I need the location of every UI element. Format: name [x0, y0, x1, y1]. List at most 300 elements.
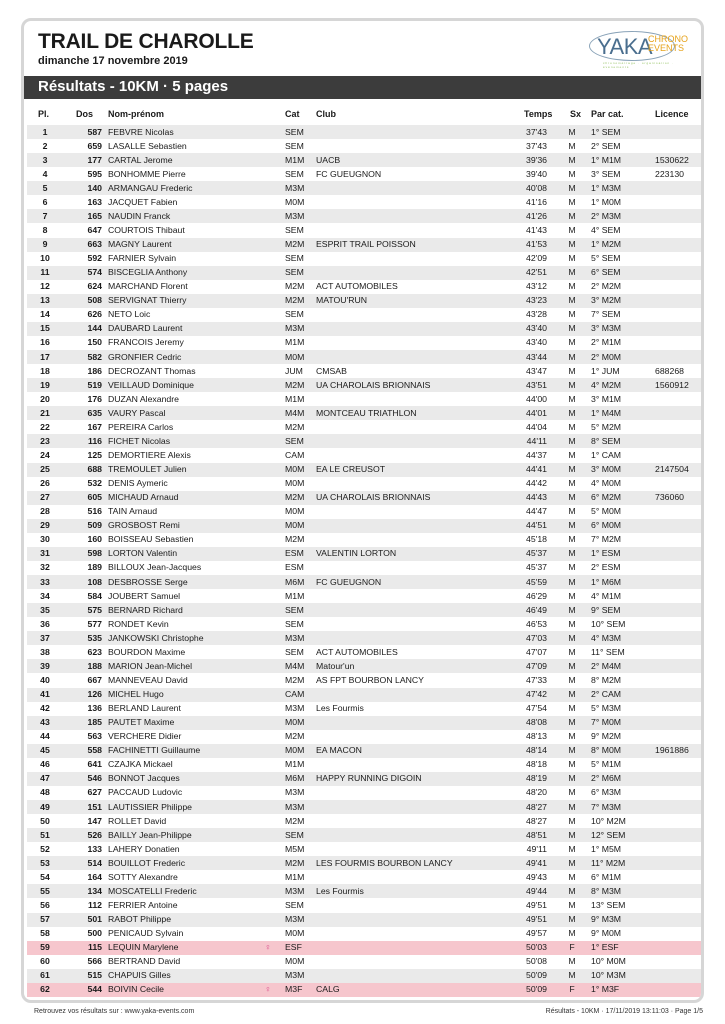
cell-cat-rank: 11° SEM	[591, 646, 625, 657]
cell-licence: 688268	[655, 365, 684, 376]
cell-place: 52	[40, 843, 50, 854]
cell-cat-rank: 5° M0M	[591, 506, 622, 517]
cell-cat-rank: 4° SEM	[591, 224, 621, 235]
cell-time: 44'01	[526, 407, 547, 418]
cell-cat-rank: 2° M1M	[591, 337, 622, 348]
cell-category: M3M	[285, 210, 305, 221]
cell-category: M2M	[285, 295, 305, 306]
table-row	[27, 786, 701, 800]
cell-sex: F	[569, 942, 575, 953]
cell-name: PACCAUD Ludovic	[108, 787, 183, 798]
cell-place: 60	[40, 956, 50, 967]
cell-time: 44'04	[526, 421, 547, 432]
cell-place: 15	[40, 323, 50, 334]
cell-cat-rank: 1° M3F	[591, 984, 620, 995]
cell-time: 48'51	[526, 829, 547, 840]
cell-time: 50'08	[526, 956, 547, 967]
cell-sex: M	[568, 970, 576, 981]
cell-bib: 627	[87, 787, 102, 798]
cell-cat-rank: 5° SEM	[591, 253, 621, 264]
cell-bib: 150	[87, 337, 102, 348]
cell-sex: M	[568, 885, 576, 896]
cell-licence: 223130	[655, 168, 684, 179]
cell-sex: M	[568, 717, 576, 728]
cell-name: TAIN Arnaud	[108, 506, 158, 517]
banner-title: Résultats - 10KM · 5 pages	[38, 78, 229, 95]
cell-category: SEM	[285, 618, 304, 629]
cell-club: AS FPT BOURBON LANCY	[316, 674, 424, 685]
cell-place: 13	[40, 295, 50, 306]
cell-category: M6M	[285, 773, 305, 784]
table-row	[27, 589, 701, 603]
table-row	[27, 322, 701, 336]
cell-time: 43'51	[526, 379, 547, 390]
table-row	[27, 800, 701, 814]
table-row	[27, 336, 701, 350]
table-row	[27, 617, 701, 631]
cell-category: JUM	[285, 365, 303, 376]
cell-name: FARNIER Sylvain	[108, 253, 177, 264]
cell-time: 47'42	[526, 689, 547, 699]
cell-cat-rank: 10° M2M	[591, 815, 626, 826]
cell-cat-rank: 1° M2M	[591, 239, 622, 249]
cell-sex: M	[568, 492, 576, 503]
cell-bib: 575	[87, 604, 102, 615]
cell-sex: M	[568, 295, 576, 306]
cell-bib: 126	[87, 689, 102, 699]
cell-time: 40'08	[526, 182, 547, 193]
header-nom: Nom-prénom	[108, 109, 164, 119]
cell-bib: 514	[87, 857, 102, 868]
cell-sex: M	[568, 801, 576, 812]
cell-bib: 189	[87, 562, 102, 573]
cell-category: M3M	[285, 182, 305, 193]
cell-time: 49'43	[526, 871, 547, 882]
cell-cat-rank: 2° M6M	[591, 773, 622, 784]
cell-place: 33	[40, 576, 50, 587]
table-row	[27, 913, 701, 927]
cell-time: 47'09	[526, 660, 547, 671]
cell-sex: M	[568, 773, 576, 784]
cell-sex: M	[568, 815, 576, 826]
cell-place: 48	[40, 787, 50, 798]
cell-place: 29	[40, 520, 50, 531]
cell-sex: F	[569, 984, 575, 995]
cell-place: 31	[40, 548, 50, 559]
cell-category: M3M	[285, 914, 305, 924]
cell-time: 44'37	[526, 449, 547, 460]
cell-bib: 635	[87, 407, 102, 418]
cell-cat-rank: 2° ESM	[591, 562, 621, 573]
cell-time: 45'37	[526, 548, 547, 559]
cell-cat-rank: 10° SEM	[591, 618, 626, 629]
cell-time: 48'18	[526, 759, 547, 770]
cell-bib: 136	[87, 703, 102, 714]
table-row	[27, 378, 701, 392]
cell-cat-rank: 2° M2M	[591, 281, 622, 292]
cell-cat-rank: 12° SEM	[591, 829, 626, 840]
cell-sex: M	[568, 435, 576, 446]
table-row	[27, 209, 701, 223]
cell-bib: 667	[87, 674, 102, 685]
cell-sex: M	[568, 196, 576, 207]
cell-cat-rank: 1° ESM	[591, 548, 621, 559]
cell-bib: 532	[87, 478, 102, 489]
cell-cat-rank: 1° M5M	[591, 843, 622, 854]
cell-club: Les Fourmis	[316, 703, 364, 714]
cell-place: 8	[42, 224, 48, 235]
cell-category: SEM	[285, 267, 304, 278]
header-pl: Pl.	[38, 109, 50, 119]
cell-category: M2M	[285, 674, 305, 685]
cell-name: COURTOIS Thibaut	[108, 224, 185, 235]
cell-place: 9	[42, 239, 48, 249]
cell-cat-rank: 6° M1M	[591, 871, 622, 882]
cell-place: 12	[40, 281, 50, 292]
cell-time: 43'40	[526, 323, 547, 334]
cell-club: EA LE CREUSOT	[316, 464, 386, 474]
cell-time: 48'19	[526, 773, 547, 784]
cell-sex: M	[568, 168, 576, 179]
cell-cat-rank: 9° M2M	[591, 731, 622, 742]
cell-cat-rank: 7° M3M	[591, 801, 622, 812]
cell-bib: 592	[87, 253, 102, 264]
cell-place: 11	[40, 267, 50, 278]
cell-category: M2M	[285, 534, 305, 545]
table-row	[27, 702, 701, 716]
cell-name: BONHOMME Pierre	[108, 168, 186, 179]
cell-name: BERNARD Richard	[108, 604, 183, 615]
cell-category: M1M	[285, 871, 305, 882]
cell-cat-rank: 8° M2M	[591, 674, 622, 685]
table-row	[27, 420, 701, 434]
cell-cat-rank: 4° M0M	[591, 478, 622, 489]
cell-category: SEM	[285, 224, 304, 235]
cell-name: FACHINETTI Guillaume	[108, 745, 201, 756]
cell-name: VEILLAUD Dominique	[108, 379, 194, 390]
table-row	[27, 153, 701, 167]
cell-bib: 566	[87, 956, 102, 967]
cell-name: FERRIER Antoine	[108, 899, 178, 910]
cell-bib: 134	[87, 885, 102, 896]
cell-cat-rank: 10° M3M	[591, 970, 626, 981]
results-sheet	[21, 18, 704, 1003]
cell-time: 44'43	[526, 492, 547, 503]
cell-cat-rank: 5° M2M	[591, 421, 622, 432]
cell-sex: M	[568, 506, 576, 517]
cell-name: NAUDIN Franck	[108, 210, 171, 221]
cell-place: 27	[40, 492, 50, 503]
cell-time: 48'08	[526, 717, 547, 728]
cell-cat-rank: 5° M3M	[591, 703, 622, 714]
cell-sex: M	[568, 590, 576, 601]
cell-category: SEM	[285, 309, 304, 320]
cell-place: 56	[40, 899, 50, 910]
cell-bib: 501	[87, 914, 102, 924]
table-row	[27, 927, 701, 941]
cell-name: BERLAND Laurent	[108, 703, 181, 714]
cell-sex: M	[568, 478, 576, 489]
cell-cat-rank: 11° M2M	[591, 857, 626, 868]
table-row	[27, 448, 701, 462]
cell-bib: 587	[87, 126, 102, 137]
cell-bib: 626	[87, 309, 102, 320]
cell-cat-rank: 7° M2M	[591, 534, 622, 545]
cell-sex: M	[568, 520, 576, 531]
cell-sex: M	[568, 928, 576, 939]
header-club: Club	[316, 109, 336, 119]
cell-bib: 582	[87, 351, 102, 362]
cell-place: 21	[40, 407, 50, 418]
cell-time: 47'54	[526, 703, 547, 714]
cell-bib: 164	[87, 871, 102, 882]
cell-place: 55	[40, 885, 50, 896]
cell-bib: 500	[87, 928, 102, 939]
cell-category: M3F	[285, 984, 303, 995]
cell-bib: 509	[87, 520, 102, 531]
cell-place: 47	[40, 773, 50, 784]
cell-category: SEM	[285, 829, 304, 840]
cell-category: ESM	[285, 548, 304, 559]
cell-place: 36	[40, 618, 50, 629]
cell-cat-rank: 8° SEM	[591, 435, 621, 446]
cell-name: MOSCATELLI Frederic	[108, 885, 197, 896]
cell-place: 7	[42, 210, 48, 221]
table-row	[27, 392, 701, 406]
table-row	[27, 139, 701, 153]
cell-bib: 546	[87, 773, 102, 784]
cell-cat-rank: 2° M4M	[591, 660, 622, 671]
cell-name: BAILLY Jean-Philippe	[108, 829, 192, 840]
cell-name: VERCHERE Didier	[108, 731, 182, 742]
cell-bib: 125	[87, 449, 102, 460]
cell-cat-rank: 6° SEM	[591, 267, 621, 278]
cell-place: 19	[40, 379, 50, 390]
cell-time: 47'03	[526, 632, 547, 643]
cell-cat-rank: 6° M0M	[591, 520, 622, 531]
cell-place: 54	[40, 871, 50, 882]
table-header	[24, 109, 701, 121]
cell-name: FEBVRE Nicolas	[108, 126, 174, 137]
cell-name: DUZAN Alexandre	[108, 393, 179, 404]
cell-sex: M	[568, 646, 576, 657]
cell-time: 49'44	[526, 885, 547, 896]
cell-cat-rank: 13° SEM	[591, 899, 626, 910]
cell-name: JANKOWSKI Christophe	[108, 632, 204, 643]
table-row	[27, 814, 701, 828]
cell-place: 58	[40, 928, 50, 939]
cell-category: M2M	[285, 815, 305, 826]
cell-time: 41'43	[526, 224, 547, 235]
results-table-body	[27, 125, 701, 997]
cell-bib: 185	[87, 717, 102, 728]
cell-sex: M	[568, 224, 576, 235]
cell-time: 45'59	[526, 576, 547, 587]
cell-bib: 116	[87, 435, 102, 446]
cell-place: 46	[40, 759, 50, 770]
cell-name: LASALLE Sebastien	[108, 140, 187, 151]
table-row	[27, 533, 701, 547]
table-row	[27, 561, 701, 575]
cell-bib: 563	[87, 731, 102, 742]
cell-cat-rank: 6° M3M	[591, 787, 622, 798]
cell-bib: 519	[87, 379, 102, 390]
cell-name: SOTTY Alexandre	[108, 871, 178, 882]
cell-licence: 1560912	[655, 379, 689, 390]
table-row	[27, 434, 701, 448]
cell-category: M3M	[285, 787, 305, 798]
cell-bib: 574	[87, 267, 102, 278]
cell-bib: 176	[87, 393, 102, 404]
table-row	[27, 505, 701, 519]
cell-time: 48'20	[526, 787, 547, 798]
table-row	[27, 645, 701, 659]
cell-sex: M	[568, 337, 576, 348]
cell-time: 48'13	[526, 731, 547, 742]
cell-place: 59	[40, 942, 50, 953]
cell-time: 43'47	[526, 365, 547, 376]
cell-place: 14	[40, 309, 50, 320]
cell-sex: M	[568, 914, 576, 924]
cell-cat-rank: 10° M0M	[591, 956, 626, 967]
cell-cat-rank: 4° M3M	[591, 632, 622, 643]
cell-name: BOURDON Maxime	[108, 646, 186, 657]
cell-bib: 516	[87, 506, 102, 517]
cell-sex: M	[568, 731, 576, 742]
header-sx: Sx	[570, 109, 582, 119]
cell-category: M3M	[285, 801, 305, 812]
cell-licence: 1530622	[655, 154, 689, 165]
cell-cat-rank: 1° ESF	[591, 942, 619, 953]
cell-time: 37'43	[526, 126, 547, 137]
cell-sex: M	[568, 140, 576, 151]
cell-cat-rank: 2° SEM	[591, 140, 621, 151]
cell-category: M0M	[285, 745, 305, 756]
cell-bib: 577	[87, 618, 102, 629]
cell-name: RABOT Philippe	[108, 914, 172, 924]
cell-sex: M	[568, 562, 576, 573]
cell-name: RONDET Kevin	[108, 618, 169, 629]
cell-sex: M	[568, 309, 576, 320]
cell-bib: 108	[87, 576, 102, 587]
cell-place: 42	[40, 703, 50, 714]
cell-name: LAHERY Donatien	[108, 843, 180, 854]
cell-category: M0M	[285, 351, 305, 362]
cell-time: 41'16	[526, 196, 547, 207]
cell-name: JOUBERT Samuel	[108, 590, 181, 601]
cell-category: M2M	[285, 421, 305, 432]
cell-bib: 508	[87, 295, 102, 306]
table-row	[27, 125, 701, 139]
cell-sex: M	[568, 421, 576, 432]
table-row	[27, 884, 701, 898]
cell-name: MANNEVEAU David	[108, 674, 188, 685]
cell-cat-rank: 9° M0M	[591, 928, 622, 939]
cell-time: 39'40	[526, 168, 547, 179]
cell-time: 49'41	[526, 857, 547, 868]
cell-time: 46'49	[526, 604, 547, 615]
cell-category: M2M	[285, 281, 305, 292]
cell-sex: M	[568, 548, 576, 559]
logo-chrono-text: CHRONO	[648, 34, 688, 44]
cell-time: 49'51	[526, 914, 547, 924]
table-row	[27, 477, 701, 491]
cell-time: 43'28	[526, 309, 547, 320]
cell-club: CALG	[316, 984, 340, 995]
cell-category: M0M	[285, 928, 305, 939]
cell-name: DECROZANT Thomas	[108, 365, 196, 376]
cell-category: CAM	[285, 689, 305, 699]
cell-place: 3	[42, 154, 48, 165]
table-row	[27, 983, 701, 997]
cell-time: 41'53	[526, 239, 547, 249]
table-row	[27, 350, 701, 364]
cell-bib: 558	[87, 745, 102, 756]
cell-place: 49	[40, 801, 50, 812]
cell-sex: M	[568, 660, 576, 671]
cell-category: M4M	[285, 407, 305, 418]
cell-category: SEM	[285, 140, 304, 151]
cell-club: FC GUEUGNON	[316, 168, 382, 179]
female-symbol-icon: ♀	[264, 942, 272, 953]
cell-name: CARTAL Jerome	[108, 154, 173, 165]
cell-place: 4	[42, 168, 48, 179]
cell-bib: 544	[87, 984, 102, 995]
table-row	[27, 575, 701, 589]
cell-club: UACB	[316, 154, 341, 165]
cell-category: M0M	[285, 196, 305, 207]
cell-bib: 144	[87, 323, 102, 334]
cell-cat-rank: 3° SEM	[591, 168, 621, 179]
footer-website: Retrouvez vos résultats sur : www.yaka-events.com	[34, 1008, 195, 1015]
cell-category: M3M	[285, 885, 305, 896]
cell-cat-rank: 1° CAM	[591, 449, 622, 460]
cell-sex: M	[568, 154, 576, 165]
cell-sex: M	[568, 210, 576, 221]
cell-cat-rank: 2° M3M	[591, 210, 622, 221]
cell-bib: 598	[87, 548, 102, 559]
cell-place: 17	[40, 351, 50, 362]
cell-time: 50'09	[526, 970, 547, 981]
cell-category: SEM	[285, 604, 304, 615]
header-temps: Temps	[524, 109, 553, 119]
cell-time: 48'14	[526, 745, 547, 756]
cell-category: SEM	[285, 253, 304, 264]
cell-bib: 623	[87, 646, 102, 657]
cell-club: MONTCEAU TRIATHLON	[316, 407, 417, 418]
table-row	[27, 280, 701, 294]
cell-name: BONNOT Jacques	[108, 773, 180, 784]
cell-bib: 515	[87, 970, 102, 981]
cell-name: CZAJKA Mickael	[108, 759, 173, 770]
cell-place: 16	[40, 337, 50, 348]
cell-club: Les Fourmis	[316, 885, 364, 896]
cell-bib: 624	[87, 281, 102, 292]
cell-club: Matour'un	[316, 660, 355, 671]
cell-bib: 526	[87, 829, 102, 840]
cell-sex: M	[568, 464, 576, 474]
cell-name: DENIS Aymeric	[108, 478, 168, 489]
header-dos: Dos	[76, 109, 94, 119]
cell-name: PAUTET Maxime	[108, 717, 175, 728]
cell-category: M6M	[285, 576, 305, 587]
cell-sex: M	[568, 745, 576, 756]
cell-time: 50'09	[526, 984, 547, 995]
cell-cat-rank: 3° M2M	[591, 295, 622, 306]
cell-bib: 160	[87, 534, 102, 545]
cell-bib: 112	[87, 899, 102, 910]
table-row	[27, 223, 701, 237]
